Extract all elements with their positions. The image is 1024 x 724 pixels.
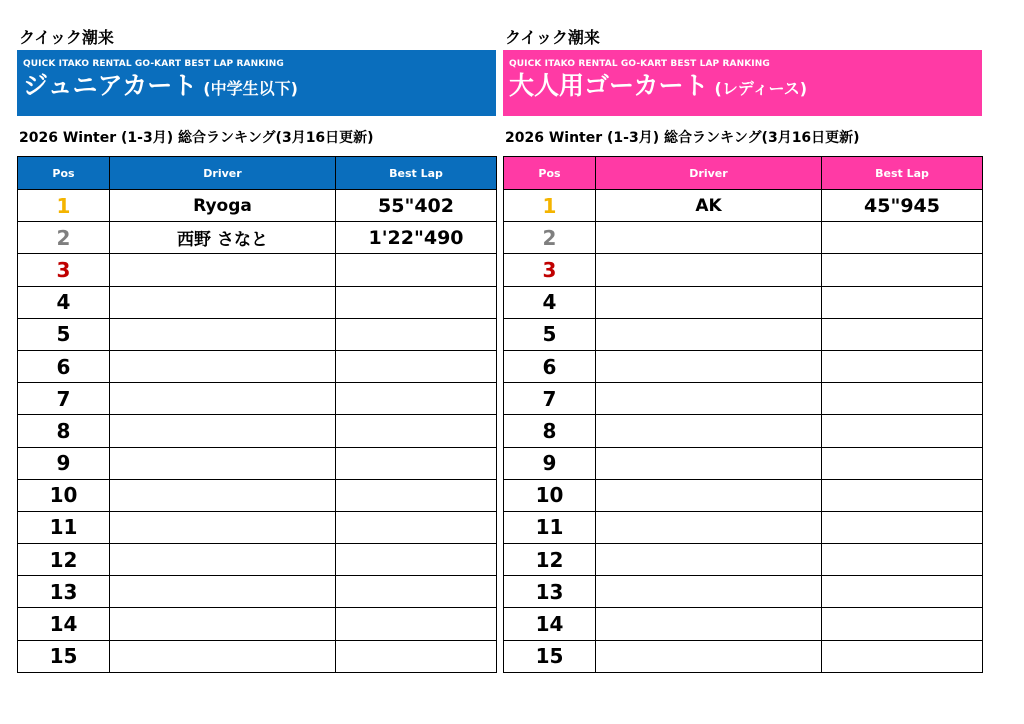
table-row [504, 608, 983, 640]
lap-cell [336, 447, 497, 479]
lap-cell [822, 350, 983, 382]
driver-cell [596, 318, 822, 350]
lap-cell [822, 544, 983, 576]
table-row [504, 383, 983, 415]
driver-cell [596, 544, 822, 576]
driver-header: Driver [596, 157, 822, 190]
lap-cell: 1'22"490 [336, 222, 497, 254]
driver-cell [596, 222, 822, 254]
ranking-banner [503, 50, 982, 116]
category-title: ジュニアカート [23, 71, 198, 100]
table-row [18, 447, 497, 479]
pos-header: Pos [18, 157, 110, 190]
pos-cell: 15 [504, 640, 596, 672]
lap-cell [336, 608, 497, 640]
pos-cell: 8 [504, 415, 596, 447]
lap-cell [822, 576, 983, 608]
banner-title [509, 70, 976, 105]
lap-cell [822, 383, 983, 415]
pos-cell: 12 [18, 544, 110, 576]
table-row [18, 415, 497, 447]
pos-cell: 1 [18, 190, 110, 222]
driver-cell [110, 479, 336, 511]
junior-ranking-panel [17, 26, 496, 673]
table-header [504, 157, 983, 190]
table-row [504, 640, 983, 672]
driver-cell [110, 254, 336, 286]
pos-cell: 1 [504, 190, 596, 222]
pos-cell: 9 [18, 447, 110, 479]
driver-cell: 西野 さなと [110, 222, 336, 254]
table-row [504, 415, 983, 447]
table-row [18, 383, 497, 415]
table-header [18, 157, 497, 190]
pos-cell: 5 [504, 318, 596, 350]
lap-cell [822, 254, 983, 286]
table-row [504, 254, 983, 286]
lap-cell: 45"945 [822, 190, 983, 222]
table-row [504, 286, 983, 318]
lap-cell [336, 479, 497, 511]
lap-cell [336, 286, 497, 318]
pos-cell: 12 [504, 544, 596, 576]
pos-cell: 11 [18, 511, 110, 543]
driver-cell [110, 608, 336, 640]
pos-cell: 7 [18, 383, 110, 415]
lap-header: Best Lap [336, 157, 497, 190]
lap-cell [336, 415, 497, 447]
driver-cell [596, 608, 822, 640]
table-row [18, 318, 497, 350]
table-row [504, 576, 983, 608]
driver-cell [110, 447, 336, 479]
driver-cell [596, 383, 822, 415]
table-row [18, 286, 497, 318]
driver-cell [596, 576, 822, 608]
pos-cell: 9 [504, 447, 596, 479]
lap-cell [822, 415, 983, 447]
banner-subtitle: QUICK ITAKO RENTAL GO-KART BEST LAP RANKING [509, 59, 770, 69]
pos-cell: 13 [18, 576, 110, 608]
banner-subtitle: QUICK ITAKO RENTAL GO-KART BEST LAP RANKING [23, 59, 284, 69]
driver-cell [596, 254, 822, 286]
lap-cell [822, 222, 983, 254]
pos-cell: 6 [18, 350, 110, 382]
driver-cell [110, 511, 336, 543]
pos-cell: 10 [504, 479, 596, 511]
driver-cell [596, 350, 822, 382]
lap-cell [822, 318, 983, 350]
lap-cell [336, 511, 497, 543]
pos-cell: 2 [18, 222, 110, 254]
table-row [18, 640, 497, 672]
lap-cell: 55"402 [336, 190, 497, 222]
lap-header: Best Lap [822, 157, 983, 190]
driver-cell [596, 511, 822, 543]
ranking-table [503, 156, 983, 673]
pos-cell: 6 [504, 350, 596, 382]
pos-cell: 13 [504, 576, 596, 608]
banner-title [23, 70, 490, 105]
pos-cell: 2 [504, 222, 596, 254]
driver-cell [110, 640, 336, 672]
table-row [18, 608, 497, 640]
ranking-banner [17, 50, 496, 116]
lap-cell [822, 286, 983, 318]
pos-cell: 3 [18, 254, 110, 286]
table-row [18, 479, 497, 511]
driver-cell [110, 383, 336, 415]
ladies-ranking-panel [503, 26, 982, 673]
brand-name: クイック潮来 [505, 28, 600, 47]
lap-cell [822, 608, 983, 640]
ranking-table [17, 156, 497, 673]
lap-cell [822, 447, 983, 479]
table-row [504, 511, 983, 543]
pos-cell: 14 [18, 608, 110, 640]
table-row [504, 222, 983, 254]
lap-cell [336, 576, 497, 608]
table-row [18, 544, 497, 576]
pos-cell: 4 [18, 286, 110, 318]
table-row [504, 479, 983, 511]
pos-cell: 11 [504, 511, 596, 543]
lap-cell [336, 640, 497, 672]
driver-cell [596, 415, 822, 447]
lap-cell [822, 640, 983, 672]
driver-cell [596, 640, 822, 672]
brand-name: クイック潮来 [19, 28, 114, 47]
driver-cell [596, 286, 822, 318]
pos-header: Pos [504, 157, 596, 190]
pos-cell: 5 [18, 318, 110, 350]
driver-cell [110, 286, 336, 318]
driver-cell [596, 447, 822, 479]
season-heading: 2026 Winter (1-3月) 総合ランキング(3月16日更新) [19, 130, 374, 146]
driver-cell [110, 318, 336, 350]
driver-cell [110, 415, 336, 447]
category-note: (レディース) [714, 79, 808, 98]
table-row [504, 318, 983, 350]
pos-cell: 8 [18, 415, 110, 447]
pos-cell: 10 [18, 479, 110, 511]
lap-cell [336, 318, 497, 350]
driver-cell [596, 479, 822, 511]
lap-cell [336, 254, 497, 286]
table-row [504, 447, 983, 479]
driver-cell [110, 576, 336, 608]
driver-cell [110, 544, 336, 576]
lap-cell [336, 544, 497, 576]
driver-header: Driver [110, 157, 336, 190]
lap-cell [822, 479, 983, 511]
table-row [18, 511, 497, 543]
driver-cell: Ryoga [110, 190, 336, 222]
table-row [504, 350, 983, 382]
table-row [18, 190, 497, 222]
table-row [18, 350, 497, 382]
table-row [18, 254, 497, 286]
table-row [504, 190, 983, 222]
lap-cell [822, 511, 983, 543]
driver-cell: AK [596, 190, 822, 222]
table-row [504, 544, 983, 576]
season-heading: 2026 Winter (1-3月) 総合ランキング(3月16日更新) [505, 130, 860, 146]
driver-cell [110, 350, 336, 382]
lap-cell [336, 350, 497, 382]
category-title: 大人用ゴーカート [509, 71, 709, 100]
table-row [18, 222, 497, 254]
category-note: (中学生以下) [203, 79, 298, 98]
pos-cell: 3 [504, 254, 596, 286]
pos-cell: 4 [504, 286, 596, 318]
lap-cell [336, 383, 497, 415]
pos-cell: 7 [504, 383, 596, 415]
table-row [18, 576, 497, 608]
pos-cell: 15 [18, 640, 110, 672]
pos-cell: 14 [504, 608, 596, 640]
